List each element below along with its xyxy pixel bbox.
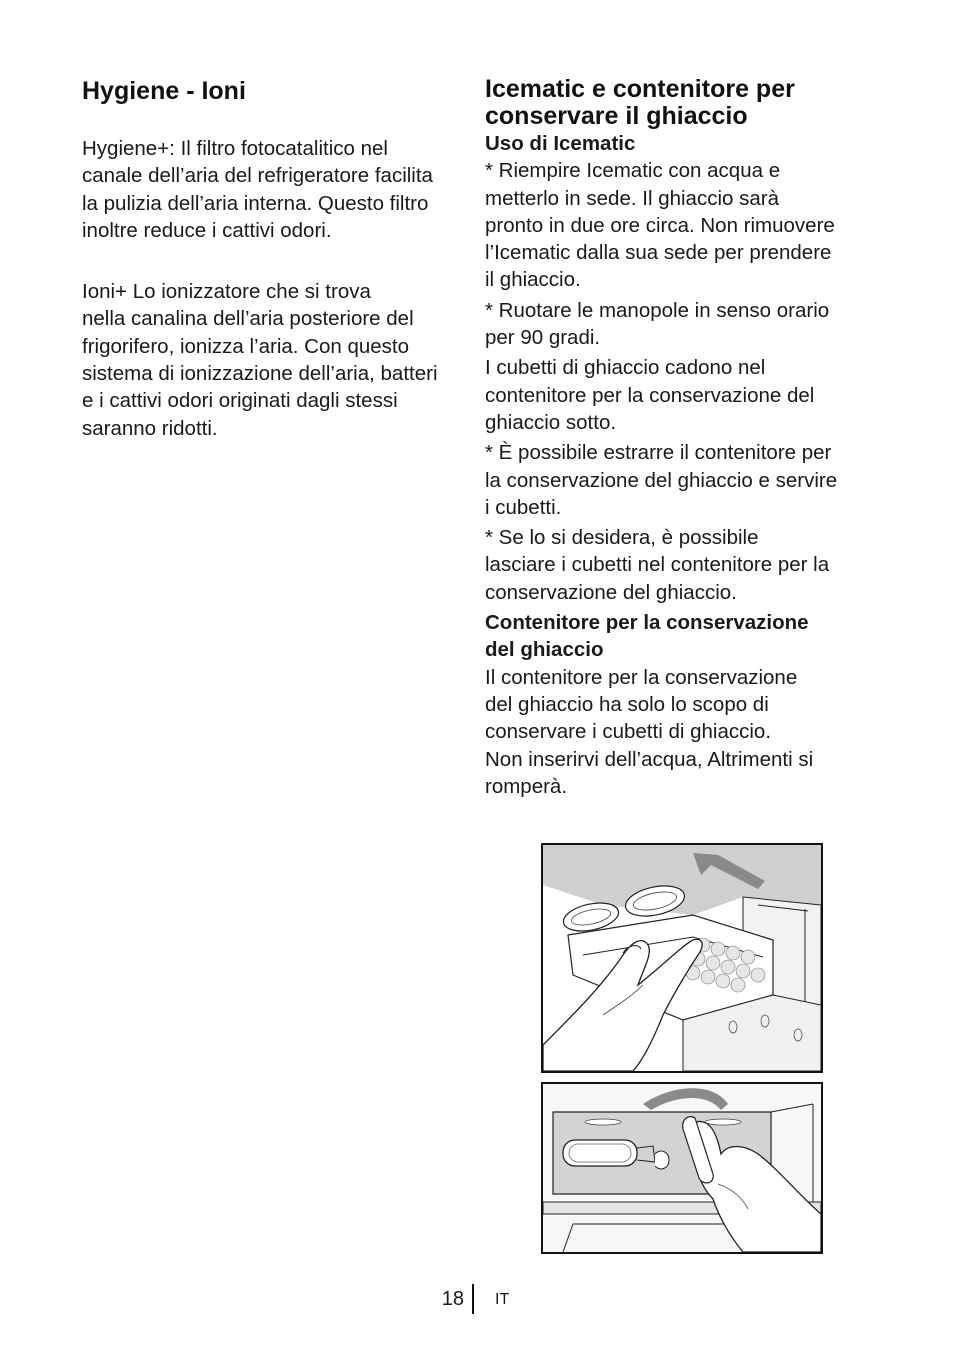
hygiene-paragraph: Hygiene+: Il filtro fotocatalitico nel canale dell’aria del refrigeratore facilita la pulizia dell’aria interna. Questo filtro inoltre reduce i cattivi odori. [82, 137, 433, 242]
step-paragraph: * Se lo si desidera, è possibile lasciare i cubetti nel contenitore per la conservazione del ghiaccio. [485, 526, 830, 604]
section-title-icematic: Icematic e contenitore per conservare il ghiaccio [485, 75, 795, 130]
page-number: 18 [441, 1288, 464, 1310]
left-column [82, 76, 462, 442]
subheading-uso-icematic: Uso di Icematic [485, 132, 636, 155]
section-title-hygiene: Hygiene - Ioni [82, 77, 246, 105]
step-paragraph: * Ruotare le manopole in senso orario per 90 gradi. [485, 298, 830, 350]
illustration-knob-rotate [541, 1082, 823, 1254]
step-paragraph: I cubetti di ghiaccio cadono nel contenitore per la conservazione del ghiaccio sotto. [485, 356, 815, 434]
page-footer [0, 1284, 954, 1316]
footer-divider [472, 1284, 474, 1314]
language-code: IT [495, 1291, 510, 1308]
step-paragraph: * È possibile estrarre il contenitore per la conservazione del ghiaccio e servire i cubetti. [485, 441, 838, 519]
right-column [485, 76, 870, 800]
ioni-paragraph: Ioni+ Lo ionizzatore che si trova nella canalina dell’aria posteriore del frigorifero, ionizza l’aria. Con questo sistema di ionizzazione dell’aria, batteri e i cattivi odori originati dagli stessi saranno ridotti. [82, 280, 438, 440]
contenitore-paragraph: Il contenitore per la conservazione del ghiaccio ha solo lo scopo di conservare i cubetti di ghiaccio. Non inserirvi dell’acqua, Altrimenti si romperà. [485, 665, 814, 798]
illustration-icematic-pull [541, 843, 823, 1073]
subheading-contenitore: Contenitore per la conservazione del ghiaccio [485, 611, 809, 662]
step-paragraph: * Riempire Icematic con acqua e metterlo in sede. Il ghiaccio sarà pronto in due ore circa. Non rimuovere l’Icematic dalla sua sede per prendere il ghiaccio. [485, 159, 835, 292]
